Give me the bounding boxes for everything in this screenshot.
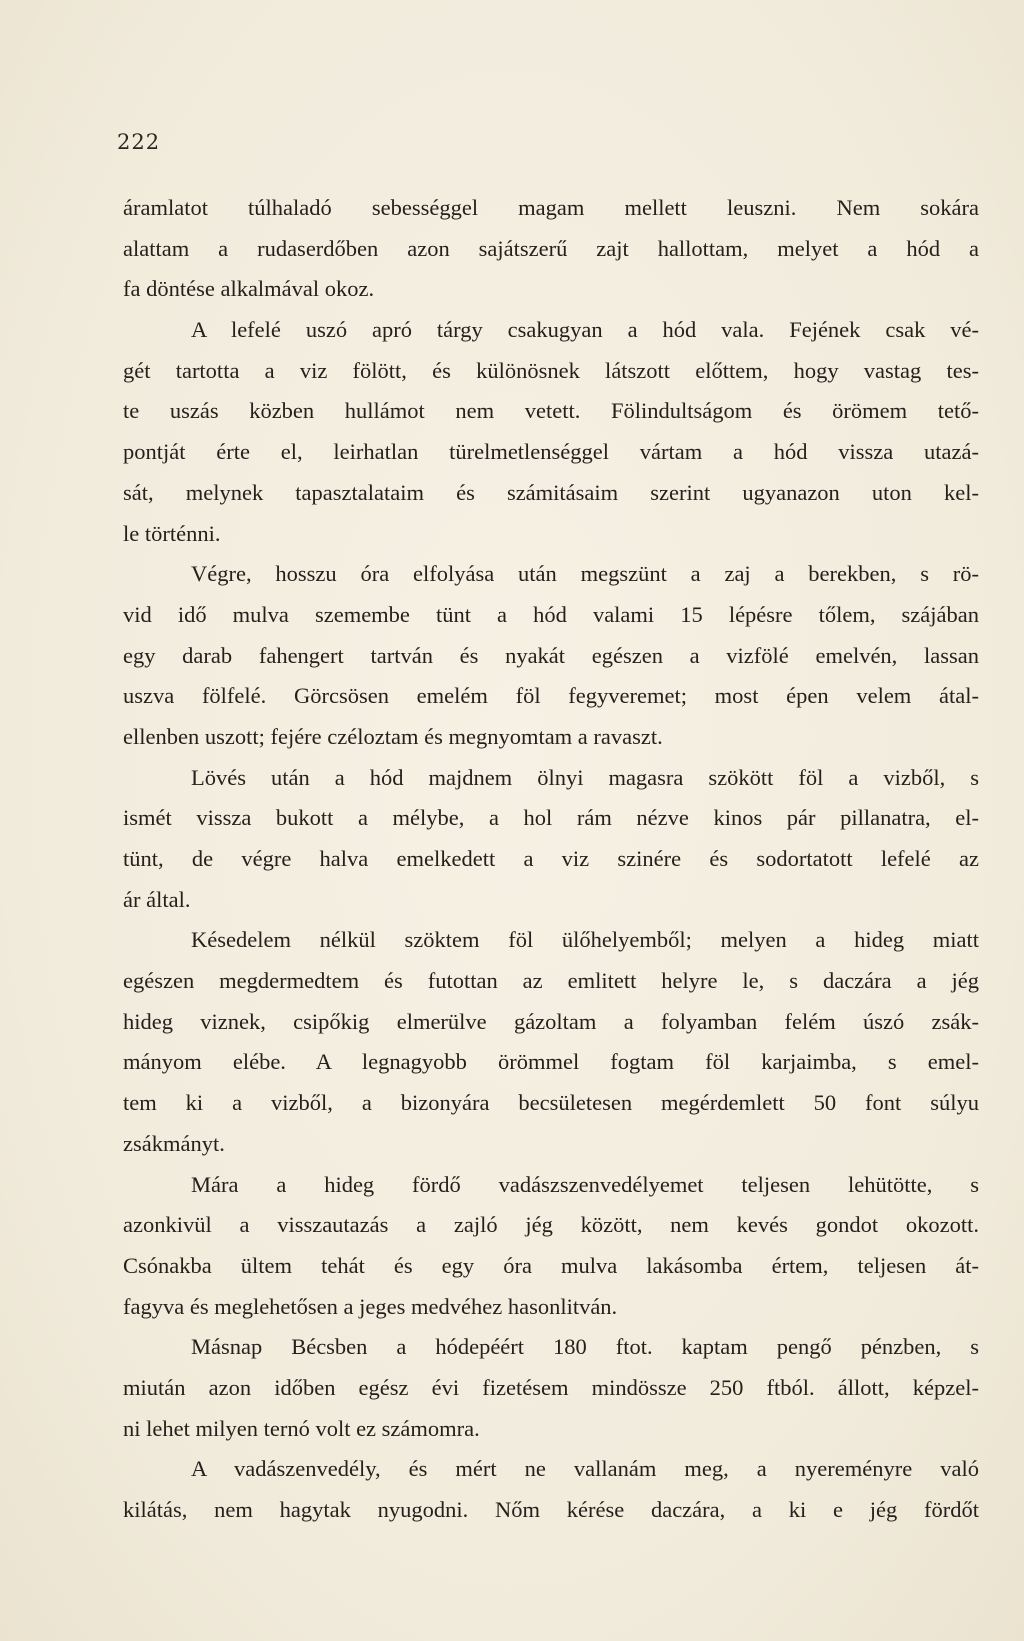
text-line: miután azon időben egész évi fizetésem mindössze 250 ftból. állott, képzel- bbox=[123, 1374, 979, 1400]
text-line: sát, melynek tapasztalataim és számitásaim szerint ugyanazon uton kel- bbox=[123, 479, 979, 505]
text-line: egy darab fahengert tartván és nyakát egészen a vizfölé emelvén, lassan bbox=[123, 642, 979, 668]
text-line: fagyva és meglehetősen a jeges medvéhez hasonlitván. bbox=[123, 1293, 618, 1319]
text-line: tünt, de végre halva emelkedett a viz szinére és sodortatott lefelé az bbox=[123, 846, 979, 871]
text-line: Késedelem nélkül szöktem föl ülőhelyemből; melyen a hideg miatt bbox=[191, 927, 979, 953]
text-line: hideg viznek, csipőkig elmerülve gázoltam a folyamban felém úszó zsák- bbox=[123, 1008, 979, 1034]
text-line: le történni. bbox=[123, 520, 221, 546]
text-line: vid idő mulva szemembe tünt a hód valami 15 lépésre tőlem, szájában bbox=[123, 601, 979, 627]
text-line: ni lehet milyen ternó volt ez számomra. bbox=[123, 1415, 480, 1441]
text-line: gét tartotta a viz fölött, és különösnek látszott előttem, hogy vastag tes- bbox=[123, 357, 979, 383]
body-text bbox=[123, 188, 979, 1531]
text-line: A lefelé uszó apró tárgy csakugyan a hód vala. Fejének csak vé- bbox=[191, 317, 979, 343]
text-line: pontját érte el, leirhatlan türelmetlenséggel vártam a hód vissza utazá- bbox=[123, 439, 979, 465]
text-line: ismét vissza bukott a mélybe, a hol rám nézve kinos pár pillanatra, el- bbox=[123, 805, 979, 831]
text-line: uszva fölfelé. Görcsösen emelém föl fegyveremet; most épen velem átal- bbox=[123, 683, 979, 709]
text-line: Mára a hideg fördő vadászszenvedélyemet teljesen lehütötte, s bbox=[191, 1171, 979, 1197]
text-line: Lövés után a hód majdnem ölnyi magasra szökött föl a vizből, s bbox=[191, 764, 979, 790]
text-line: áramlatot túlhaladó sebességgel magam mellett leuszni. Nem sokára bbox=[123, 195, 979, 220]
text-line: fa döntése alkalmával okoz. bbox=[123, 276, 375, 302]
text-line: azonkivül a visszautazás a zajló jég között, nem kevés gondot okozott. bbox=[123, 1212, 979, 1238]
text-line: Másnap Bécsben a hódepéért 180 ftot. kaptam pengő pénzben, s bbox=[191, 1334, 979, 1360]
text-line: te uszás közben hullámot nem vetett. Fölindultságom és örömem tető- bbox=[123, 398, 979, 424]
text-line: A vadászenvedély, és mért ne vallanám meg, a nyereményre való bbox=[191, 1456, 979, 1482]
text-line: ár által. bbox=[123, 886, 191, 912]
text-line: Csónakba ültem tehát és egy óra mulva lakásomba értem, teljesen át- bbox=[123, 1252, 979, 1278]
page-number: 222 bbox=[117, 130, 161, 154]
text-line: mányom elébe. A legnagyobb örömmel fogtam föl karjaimba, s emel- bbox=[123, 1049, 979, 1075]
text-line: Végre, hosszu óra elfolyása után megszünt a zaj a berekben, s rö- bbox=[191, 561, 979, 587]
text-line: alattam a rudaserdőben azon sajátszerű zajt hallottam, melyet a hód a bbox=[123, 235, 979, 261]
text-line: kilátás, nem hagytak nyugodni. Nőm kérése daczára, a ki e jég fördőt bbox=[123, 1497, 979, 1522]
text-line: tem ki a vizből, a bizonyára becsületesen megérdemlett 50 font súlyu bbox=[123, 1090, 979, 1116]
text-line: egészen megdermedtem és futottan az emlitett helyre le, s daczára a jég bbox=[123, 968, 979, 994]
text-line: zsákmányt. bbox=[123, 1130, 225, 1156]
text-line: ellenben uszott; fejére czéloztam és megnyomtam a ravaszt. bbox=[123, 723, 663, 749]
